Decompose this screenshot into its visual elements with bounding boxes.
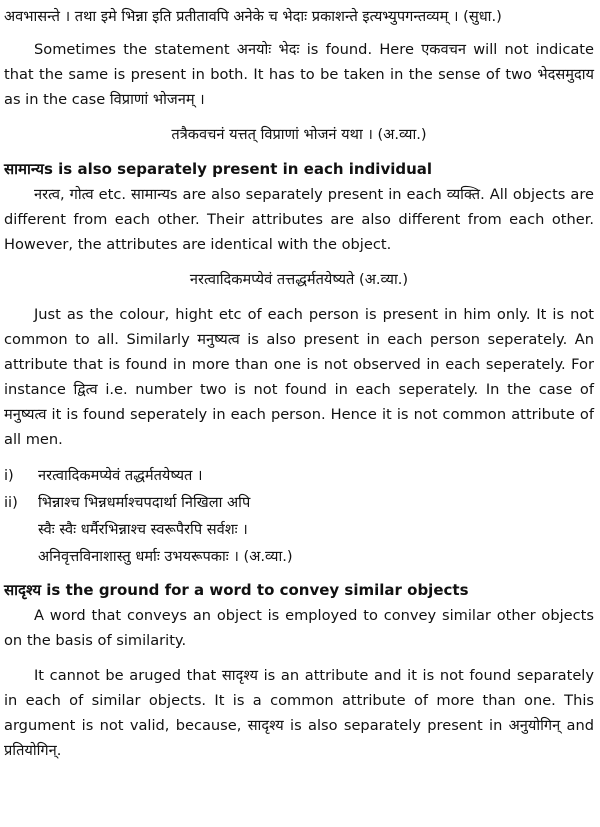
list-continuation: अनिवृत्तविनाशास्तु धर्माः उभयरूपकाः । (अ.व्या.) bbox=[38, 548, 293, 565]
quote-verse-1: तत्रैकवचनं यत्तत् विप्राणां भोजनं यथा । (अ.व्या.) bbox=[171, 126, 427, 143]
paragraph-word-conveys: A word that conveys an object is employed to convey similar other objects on the basis of similarity. bbox=[4, 607, 594, 649]
list-continuation: स्वैः स्वैः धर्मैरभिन्नाश्च स्वरूपैरपि सर्वशः । bbox=[38, 521, 248, 538]
list-text: नरत्वादिकमप्येवं तद्धर्मतयेष्यत । bbox=[38, 467, 203, 484]
list-number: i) bbox=[4, 467, 14, 484]
sudha-citation-line: अवभासन्ते । तथा इमे भिन्ना इति प्रतीतावपि अनेके च भेदाः प्रकाशन्ते इत्यभ्युपगन्तव्यम् । (सुधा.) bbox=[4, 8, 502, 25]
paragraph-cannot-be-argued: It cannot be aruged that सादृश्य is an attribute and it is not found separately in each of similar objects. It is a common attribute of more than one. This argument is not valid, because, सादृश्य is also separately present in अनुयोगिन् and प्रतियोगिन्. bbox=[4, 667, 594, 759]
section-heading-sadrishya: सादृश्य is the ground for a word to convey similar objects bbox=[4, 581, 469, 599]
list-text: भिन्नाश्च भिन्नधर्माश्चपदार्था निखिला अपि bbox=[38, 494, 251, 511]
section-heading-samanya: सामान्यs is also separately present in each individual bbox=[4, 160, 433, 178]
list-number: ii) bbox=[4, 494, 18, 511]
quote-verse-2: नरत्वादिकमप्येवं तत्तद्धर्मतयेष्यते (अ.व्या.) bbox=[189, 271, 409, 288]
list-item bbox=[4, 462, 594, 489]
verse-list bbox=[4, 462, 594, 570]
list-item bbox=[4, 489, 594, 516]
paragraph-naratva: नरत्व, गोत्व etc. सामान्यs are also separately present in each व्यक्ति. All objects are different from each other. Their attributes are also different from each other. However, the attributes are identical with the object. bbox=[4, 186, 594, 253]
paragraph-ekavachana: Sometimes the statement अनयोः भेदः is found. Here एकवचन will not indicate that the same is present in both. It has to be taken in the sense of two भेदसमुदाय as in the case विप्राणां भोजनम् । bbox=[4, 41, 594, 108]
paragraph-colour-hight: Just as the colour, hight etc of each person is present in him only. It is not common to all. Similarly मनुष्यत्व is also present in each person seperately. An attribute that is found in more than one is not observed in each seperately. For instance द्वित्व i.e. number two is not found in each seperately. In the case of मनुष्यत्व it is found seperately in each person. Hence it is not common attribute of all men. bbox=[4, 306, 594, 448]
